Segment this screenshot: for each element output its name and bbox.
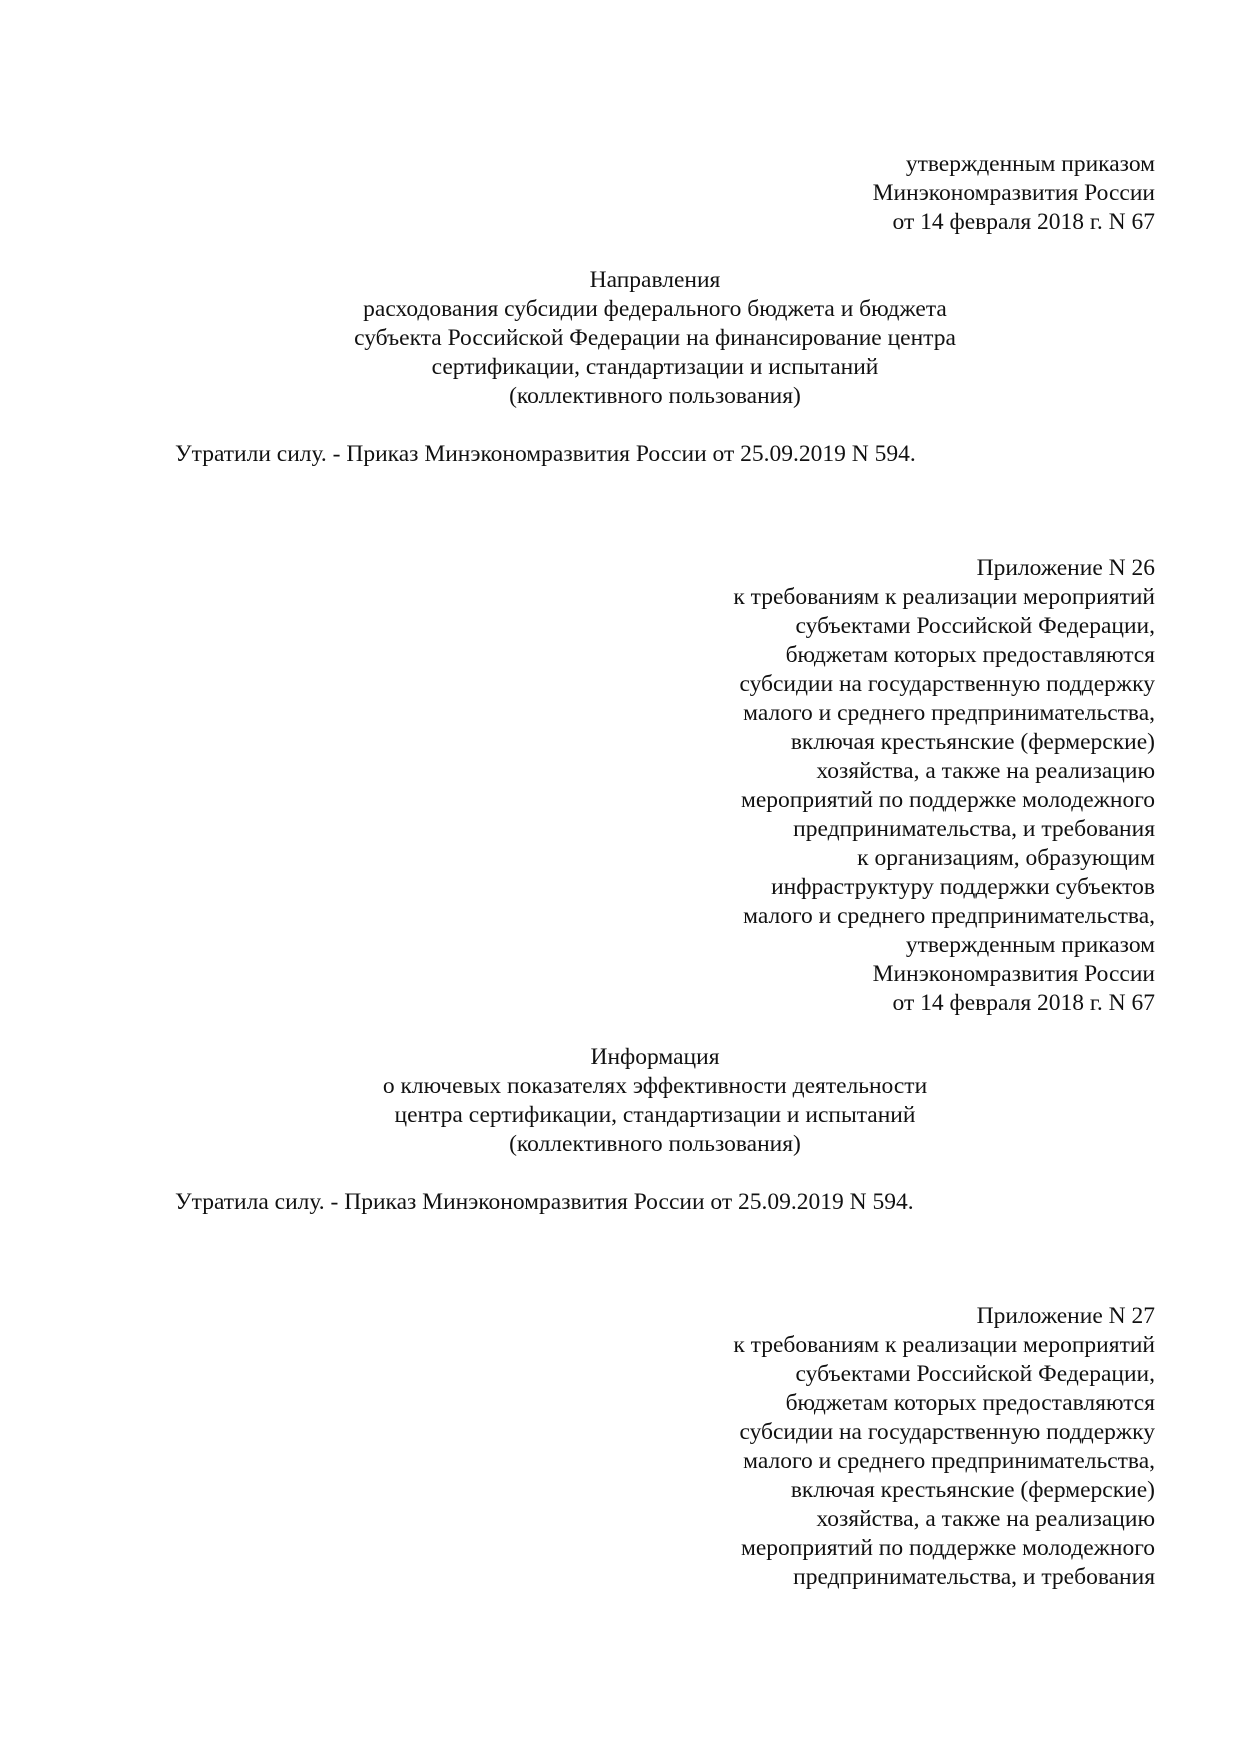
appendix-line: бюджетам которых предоставляются [785,1390,1155,1416]
appendix-line: включая крестьянские (фермерские) [790,729,1155,755]
appendix-line: включая крестьянские (фермерские) [790,1477,1155,1503]
appendix-line: от 14 февраля 2018 г. N 67 [892,990,1155,1016]
appendix-line: малого и среднего предпринимательства, [743,903,1155,929]
appendix-line: субсидии на государственную поддержку [739,671,1155,697]
section-heading-line: субъекта Российской Федерации на финансирование центра [354,325,956,351]
appendix-line: хозяйства, а также на реализацию [816,758,1155,784]
approval-line: утвержденным приказом [905,151,1155,177]
appendix-line: к организациям, образующим [857,845,1155,871]
section-heading-line: центра сертификации, стандартизации и испытаний [394,1102,916,1128]
section-1-status: Утратили силу. - Приказ Минэкономразвития России от 25.09.2019 N 594. [175,441,916,467]
appendix-line: мероприятий по поддержке молодежного [741,1535,1155,1561]
appendix-line: к требованиям к реализации мероприятий [733,1332,1155,1358]
appendix-line: к требованиям к реализации мероприятий [733,584,1155,610]
section-heading-line: (коллективного пользования) [509,1131,801,1157]
appendix-line: предпринимательства, и требования [793,816,1155,842]
appendix-line: бюджетам которых предоставляются [785,642,1155,668]
approval-line: от 14 февраля 2018 г. N 67 [892,209,1155,235]
appendix-line: инфраструктуру поддержки субъектов [771,874,1155,900]
section-2-status: Утратила силу. - Приказ Минэкономразвития России от 25.09.2019 N 594. [175,1189,914,1215]
section-heading-line: (коллективного пользования) [509,383,801,409]
appendix-line: малого и среднего предпринимательства, [743,700,1155,726]
appendix-title: Приложение N 26 [976,555,1155,581]
section-heading-line: сертификации, стандартизации и испытаний [431,354,879,380]
appendix-line: малого и среднего предпринимательства, [743,1448,1155,1474]
approval-line: Минэкономразвития России [872,180,1155,206]
appendix-line: Минэкономразвития России [872,961,1155,987]
section-heading-line: расходования субсидии федерального бюджета и бюджета [363,296,947,322]
section-heading: Направления [589,267,721,293]
appendix-line: хозяйства, а также на реализацию [816,1506,1155,1532]
section-heading-line: о ключевых показателях эффективности деятельности [382,1073,928,1099]
appendix-line: предпринимательства, и требования [793,1564,1155,1590]
appendix-line: субъектами Российской Федерации, [795,613,1155,639]
appendix-line: утвержденным приказом [905,932,1155,958]
section-heading: Информация [590,1044,720,1070]
appendix-line: субъектами Российской Федерации, [795,1361,1155,1387]
appendix-line: мероприятий по поддержке молодежного [741,787,1155,813]
appendix-title: Приложение N 27 [976,1303,1155,1329]
appendix-line: субсидии на государственную поддержку [739,1419,1155,1445]
